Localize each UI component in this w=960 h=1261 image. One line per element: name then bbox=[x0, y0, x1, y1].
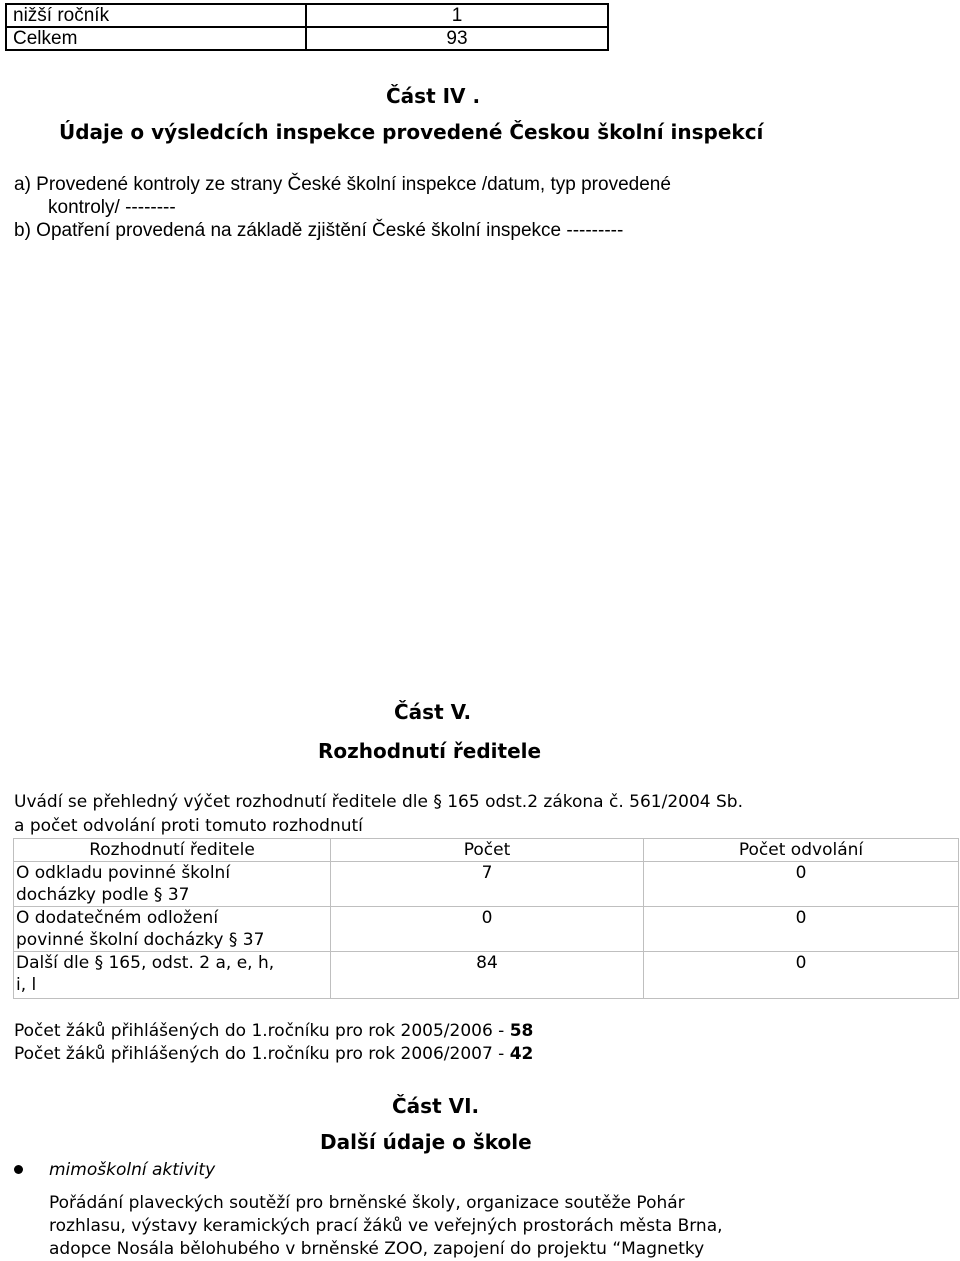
table-row bbox=[6, 27, 608, 50]
count-cell: 84 bbox=[331, 952, 644, 999]
table-row bbox=[14, 907, 959, 952]
row-label: nižší ročník bbox=[6, 4, 306, 27]
decision-cell bbox=[14, 862, 331, 907]
decision-text: Další dle § 165, odst. 2 a, e, h, bbox=[16, 953, 275, 973]
activities-text-cont: rozhlasu, výstavy keramických prací žáků ve veřejných prostorách města Brna, bbox=[49, 1216, 723, 1236]
decision-cell bbox=[14, 907, 331, 952]
column-header: Počet odvolání bbox=[644, 839, 959, 862]
table-row bbox=[14, 952, 959, 999]
table-header-row bbox=[14, 839, 959, 862]
pupils-2005-value: 58 bbox=[509, 1021, 534, 1041]
bullet-icon bbox=[14, 1165, 23, 1174]
bullet-label: mimoškolní aktivity bbox=[49, 1160, 216, 1180]
decision-text-cont: i, l bbox=[16, 975, 37, 995]
inspection-item-a-cont: kontroly/ -------- bbox=[48, 197, 176, 218]
decision-text: O odkladu povinné školní bbox=[16, 863, 231, 883]
pupils-2006-label: Počet žáků přihlášených do 1.ročníku pro rok 2006/2007 - bbox=[14, 1044, 510, 1064]
pupils-2006-value: 42 bbox=[509, 1044, 534, 1064]
part4-subtitle: Údaje o výsledcích inspekce provedené Českou školní inspekcí bbox=[59, 120, 764, 144]
part5-intro: Uvádí se přehledný výčet rozhodnutí ředitele dle § 165 odst.2 zákona č. 561/2004 Sb. bbox=[14, 792, 743, 812]
pupils-2006 bbox=[14, 1044, 533, 1064]
decision-text: O dodatečném odložení bbox=[16, 908, 219, 928]
appeals-cell: 0 bbox=[644, 907, 959, 952]
part4-title: Část IV . bbox=[386, 84, 481, 108]
row-value: 1 bbox=[306, 4, 608, 27]
pupils-2005 bbox=[14, 1021, 533, 1041]
count-cell: 7 bbox=[331, 862, 644, 907]
row-label: Celkem bbox=[6, 27, 306, 50]
enrollment-summary-table bbox=[5, 3, 609, 51]
decision-cell bbox=[14, 952, 331, 999]
part5-intro-cont: a počet odvolání proti tomuto rozhodnutí bbox=[14, 816, 363, 836]
activities-text: Pořádání plaveckých soutěží pro brněnské školy, organizace soutěže Pohár bbox=[49, 1193, 685, 1213]
activities-text-cont: adopce Nosála bělohubého v brněnské ZOO, zapojení do projektu “Magnetky bbox=[49, 1239, 705, 1259]
decision-text-cont: docházky podle § 37 bbox=[16, 885, 190, 905]
column-header: Počet bbox=[331, 839, 644, 862]
appeals-cell: 0 bbox=[644, 862, 959, 907]
part5-title: Část V. bbox=[394, 700, 472, 724]
pupils-2005-label: Počet žáků přihlášených do 1.ročníku pro rok 2005/2006 - bbox=[14, 1021, 510, 1041]
appeals-cell: 0 bbox=[644, 952, 959, 999]
inspection-item-a: a) Provedené kontroly ze strany České školní inspekce /datum, typ provedené bbox=[14, 174, 671, 195]
part6-subtitle: Další údaje o škole bbox=[320, 1130, 532, 1154]
director-decisions-table bbox=[13, 838, 959, 999]
count-cell: 0 bbox=[331, 907, 644, 952]
table-row bbox=[6, 4, 608, 27]
table-row bbox=[14, 862, 959, 907]
inspection-item-b: b) Opatření provedená na základě zjištění České školní inspekce --------- bbox=[14, 220, 624, 241]
part5-subtitle: Rozhodnutí ředitele bbox=[318, 739, 542, 763]
column-header: Rozhodnutí ředitele bbox=[14, 839, 331, 862]
decision-text-cont: povinné školní docházky § 37 bbox=[16, 930, 265, 950]
part6-title: Část VI. bbox=[392, 1094, 480, 1118]
row-value: 93 bbox=[306, 27, 608, 50]
